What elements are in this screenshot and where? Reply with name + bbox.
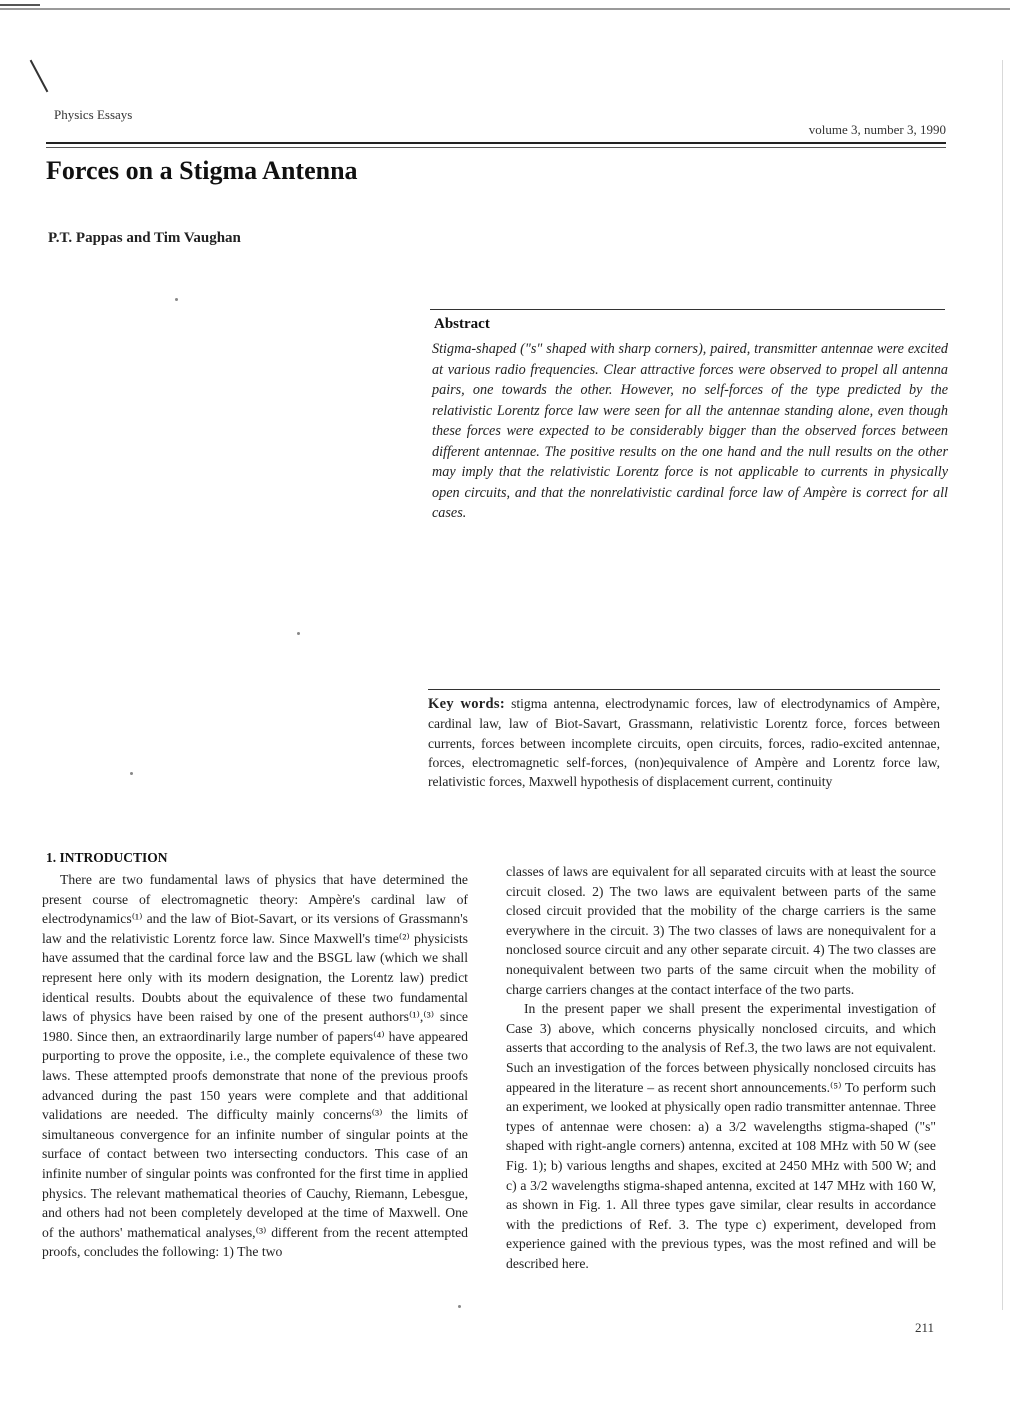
volume-info: volume 3, number 3, 1990 [808, 122, 946, 137]
keywords-rule [428, 689, 940, 690]
paragraph: classes of laws are equivalent for all separated circuits with at least the source circuit closed. 2) The two laws are equivalent between parts of the same closed circuit provided that the mobility of the charge carriers is the same everywhere in the circuit. 3) The two classes of laws are nonequivalent for a nonclosed source circuit and any other separate circuit. 4) The two classes are nonequivalent between two parts of the same circuit when the mobility of charge carriers changes at the contact interface of the two parts. [506, 864, 936, 997]
scan-speck [297, 632, 300, 635]
left-column [42, 870, 468, 1262]
header-rule-thin [46, 147, 946, 148]
pen-mark [30, 60, 49, 93]
scan-speck [458, 1305, 461, 1308]
abstract-text: Stigma-shaped ("s" shaped with sharp corners), paired, transmitter antennae were excited at various radio frequencies. Clear attractive forces were observed to propel all antenna pairs, one towards the other. However, no self-forces of the type predicted by the relativistic Lorentz force law were seen for all the antennae standing alone, even though these forces were expected to be considerably bigger than the observed forces between different antennae. The positive results on the one hand and the null results on the other may imply that the relativistic Lorentz force is not applicable to currents in physically open circuits, and that the nonrelativistic cardinal force law of Ampère is correct for all cases. [432, 341, 948, 521]
paragraph: There are two fundamental laws of physics that have determined the present course of electromagnetic theory: Ampère's cardinal law of electrodynamics⁽¹⁾ and the law of Biot-Savart, or its versions of Grassmann's law and the relativistic Lorentz force law. Since Maxwell's time⁽²⁾ physicists have assumed that the cardinal force law and the BSGL law (which we shall represent here only with its modern designation, the Lorentz law) predict identical results. Doubts about the equivalence of these two fundamental laws of physics have been raised by one of the present authors⁽¹⁾,⁽³⁾ since 1980. Since then, an extraordinarily large number of papers⁽⁴⁾ have appeared purporting to prove the opposite, i.e., the complete equivalence of these two laws. These attempted proofs demonstrate that none of the previous proofs advanced during the past 150 years were complete and that additional validations are needed. The difficulty mainly concerns⁽³⁾ the limits of simultaneous convergence for an infinite number of singular points at the surface of contact between two intersecting conductors. This case of an infinite number of singular points was confronted for the first time in applied physics. The relevant mathematical theories of Cauchy, Riemann, Lebesgue, and others had not been completely developed at the time of Maxwell. One of the authors' mathematical analyses,⁽³⁾ different from the recent attempted proofs, concludes the following: 1) The two [42, 872, 468, 1260]
abstract-heading: Abstract [434, 316, 490, 332]
keywords-text: stigma antenna, electrodynamic forces, law of electrodynamics of Ampère, cardinal law, law of Biot-Savart, Grassmann, relativistic Lorentz force, forces between currents, forces between incomplete circuits, open circuits, forces, radio-excited antennae, forces, electromagnetic self-forces, (non)equivalence of Ampère and Lorentz force law, relativistic forces, Maxwell hypothesis of displacement current, continuity [428, 696, 940, 790]
keywords-label: Key words: [428, 696, 505, 712]
page-number: 211 [914, 1320, 934, 1335]
keywords-block [428, 694, 940, 791]
scan-edge-mark [0, 4, 40, 6]
scan-right-edge [1002, 60, 1003, 1310]
article-authors: P.T. Pappas and Tim Vaughan [48, 230, 241, 246]
journal-name: Physics Essays [54, 107, 133, 122]
scan-edge-line [0, 8, 1010, 10]
right-column [506, 862, 936, 1273]
article-title: Forces on a Stigma Antenna [46, 156, 358, 185]
abstract-rule [430, 309, 945, 310]
scan-speck [175, 298, 178, 301]
paragraph: In the present paper we shall present the experimental investigation of Case 3) above, which concerns physically nonclosed circuits, and which asserts that according to the analysis of Ref.3, the two laws are not equivalent. Such an investigation of the forces between physically nonclosed circuits has appeared in the literature – as recent short announcements.⁽⁵⁾ To perform such an experiment, we looked at physically open radio transmitter antennae. Three types of antennae were chosen: a) a 3/2 wavelengths stigma-shaped ("s" shaped with right-angle corners) antenna, excited at 108 MHz with 50 W (see Fig. 1); b) various lengths and shapes, excited at 2450 MHz with 500 W; and c) a 3/2 wavelengths stigma-shaped antenna, excited at 147 MHz with 160 W, as shown in Fig. 1. All three types gave similar, clear results in accordance with the predictions of Ref. 3. The type c) experiment, developed from experience gained with the previous types, was the most refined and will be described here. [506, 1001, 936, 1271]
header-rule [46, 142, 946, 144]
scan-speck [130, 772, 133, 775]
section-heading: 1. INTRODUCTION [46, 850, 168, 865]
